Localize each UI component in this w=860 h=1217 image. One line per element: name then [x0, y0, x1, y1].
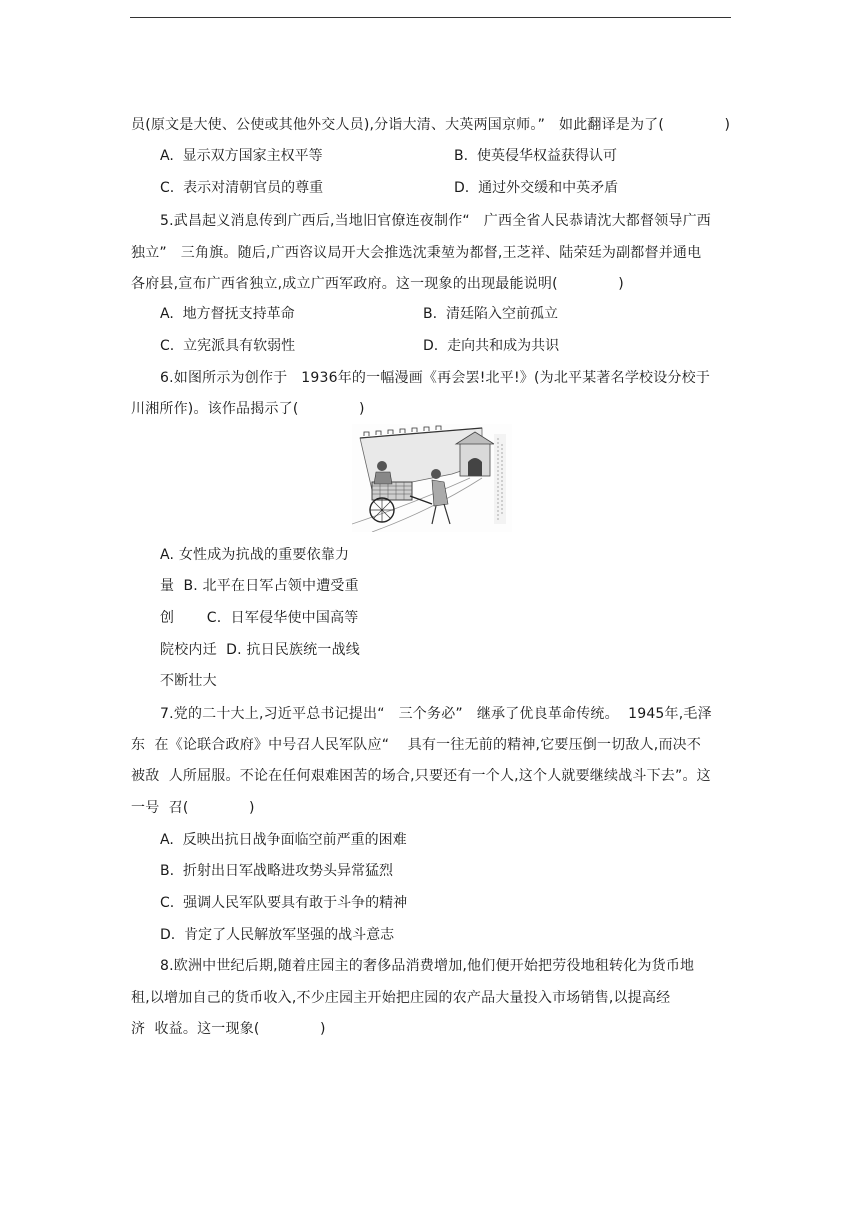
q8-stem-line-3: 济 收益。这一现象( ) [131, 1021, 326, 1037]
q6-option-c-line: 创 C. 日军侵华使中国高等 [160, 610, 359, 626]
q7-stem-line-1: 7.党的二十大上,习近平总书记提出“ 三个务必” 继承了优良革命传统。 1945年,毛泽 [160, 706, 712, 722]
q7-option-a: A. 反映出抗日战争面临空前严重的困难 [160, 832, 407, 848]
q4-option-a: A. 显示双方国家主权平等 [160, 148, 323, 164]
q6-stem-line-2: 川湘所作)。该作品揭示了( ) [131, 401, 365, 417]
q5-option-b: B. 清廷陷入空前孤立 [423, 306, 558, 322]
q4-option-c: C. 表示对清朝官员的尊重 [160, 180, 324, 196]
q5-option-c: C. 立宪派具有软弱性 [160, 338, 296, 354]
q4-option-d: D. 通过外交缓和中英矛盾 [454, 180, 619, 196]
q7-option-c: C. 强调人民军队要具有敢于斗争的精神 [160, 895, 408, 911]
q8-stem-line-1: 8.欧洲中世纪后期,随着庄园主的奢侈品消费增加,他们便开始把劳役地租转化为货币地 [160, 958, 695, 974]
q7-stem-line-4: 一号 召( ) [131, 800, 255, 816]
q7-option-d: D. 肯定了人民解放军坚强的战斗意志 [160, 927, 395, 943]
q8-stem-line-2: 租,以增加自己的货币收入,不少庄园主开始把庄园的农产品大量投入市场销售,以提高经 [131, 990, 671, 1006]
q5-stem-line-2: 独立” 三角旗。随后,广西咨议局开大会推选沈秉堃为都督,王芝祥、陆荣廷为副都督并通电 [131, 245, 702, 261]
q5-option-d: D. 走向共和成为共识 [423, 338, 560, 354]
q7-option-b: B. 折射出日军战略进攻势头异常猛烈 [160, 863, 393, 879]
q7-stem-line-3: 被敌 人所屈服。不论在任何艰难困苦的场合,只要还有一个人,这个人就要继续战斗下去”。这 [131, 768, 711, 784]
q6-option-b-line: 量 B. 北平在日军占领中遭受重 [160, 578, 359, 594]
q7-stem-line-2: 东 在《论联合政府》中号召人民军队应“ 具有一往无前的精神,它要压倒一切敌人,而决不 [131, 737, 702, 753]
cartoon-figure [352, 424, 512, 532]
q6-option-d-line: 院校内迁 D. 抗日民族统一战线 [160, 642, 360, 658]
q6-option-a-line: A. 女性成为抗战的重要依靠力 [160, 547, 350, 563]
header-rule [130, 17, 731, 18]
q4-option-b: B. 使英侵华权益获得认可 [454, 148, 617, 164]
q5-option-a: A. 地方督抚支持革命 [160, 306, 295, 322]
q6-option-d-cont: 不断壮大 [160, 673, 217, 689]
cartoon-illustration-icon [352, 424, 512, 532]
q5-stem-line-1: 5.武昌起义消息传到广西后,当地旧官僚连夜制作“ 广西全省人民恭请沈大都督领导广西 [160, 213, 712, 229]
q5-stem-line-3: 各府县,宣布广西省独立,成立广西军政府。这一现象的出现最能说明( ) [131, 276, 624, 292]
q6-stem-line-1: 6.如图所示为创作于 1936年的一幅漫画《再会罢!北平!》(为北平某著名学校设分校于 [160, 370, 711, 386]
q4-stem-line: 员(原文是大使、公使或其他外交人员),分诣大清、大英两国京师。” 如此翻译是为了( ) [131, 117, 731, 133]
